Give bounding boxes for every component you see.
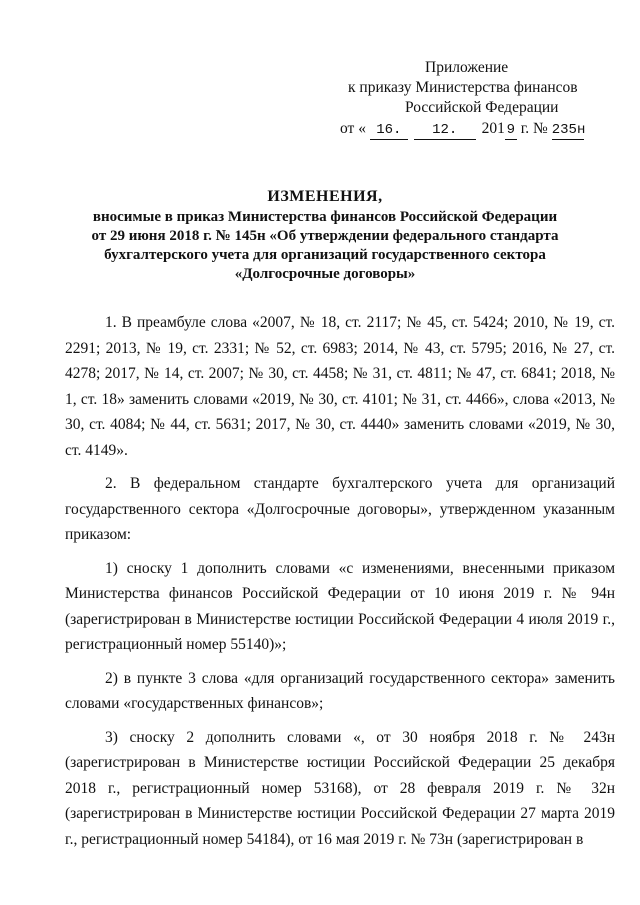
appendix-federation: Российской Федерации — [405, 99, 559, 116]
appendix-block — [330, 58, 620, 140]
title-line: от 29 июня 2018 г. № 145н «Об утверждении федерального стандарта — [91, 228, 559, 244]
appendix-date-line — [340, 119, 620, 140]
title-line: «Долгосрочные договоры» — [234, 266, 416, 282]
order-number: 235н — [551, 122, 586, 138]
paragraph-2: 2. В федеральном стандарте бухгалтерского учета для организаций государственного сектора «Долгосрочные договоры», утвержденном указанным приказом: — [65, 475, 615, 543]
paragraph-2-item-2: 2) в пункте 3 слова «для организаций государственного сектора» заменить словами «государственных финансов»; — [65, 669, 615, 712]
paragraph-1: 1. В преамбуле слова «2007, № 18, ст. 2117; № 45, ст. 5424; 2010, № 19, ст. 2291; 2013, № 19, ст. 2331; № 52, ст. 6983; 2014, № 43, ст. 5795; 2016, № 27, ст. 4278; 2017, № 14, ст. 2007; № 30, ст. 4458; № 31, ст. 4811; № 47, ст. 6841; 2018, № 1, ст. 18» заменить словами «2019, № 30, ст. 4101; № 31, ст. 4466», слова «2013, № 30, ст. 4084; № 44, ст. 5631; 2017, № 30, ст. 4440» заменить словами «2019, № 30, ст. 4149». — [65, 314, 615, 459]
date-year-suffix: г. № — [516, 120, 548, 137]
document-body — [65, 310, 615, 860]
title-line: бухгалтерского учета для организаций государственного сектора — [104, 247, 546, 263]
date-year-prefix: 201 — [481, 120, 505, 137]
document-title — [60, 186, 590, 284]
date-year-digit: 9 — [506, 122, 516, 138]
date-day: 16. — [370, 122, 408, 140]
paragraph-2-item-1: 1) сноску 1 дополнить словами «с изменениями, внесенными приказом Министерства финансов Российской Федерации от 10 июня 2019 г. № 94н (зарегистрирован в Министерстве юстиции Российской Федерации 4 июля 2019 г., регистрационный номер 55140)»; — [65, 559, 615, 653]
title-line: вносимые в приказ Министерства финансов Российской Федерации — [92, 209, 558, 225]
date-prefix: от « — [340, 120, 366, 137]
appendix-label: Приложение — [425, 59, 509, 76]
paragraph-2-item-3: 3) сноску 2 дополнить словами «, от 30 ноября 2018 г. № 243н (зарегистрирован в Министерстве юстиции Российской Федерации 25 декабря 2018 г., регистрационный номер 53168), от 28 февраля 2019 г. № 32н (зарегистрирован в Министерстве юстиции Российской Федерации 27 марта 2019 г., регистрационный номер 54184), от 16 мая 2019 г. № 73н (зарегистрирован в — [65, 728, 615, 848]
date-month: 12. — [414, 122, 476, 140]
appendix-order-ref: к приказу Министерства финансов — [348, 79, 578, 96]
title-heading: ИЗМЕНЕНИЯ, — [267, 188, 383, 205]
